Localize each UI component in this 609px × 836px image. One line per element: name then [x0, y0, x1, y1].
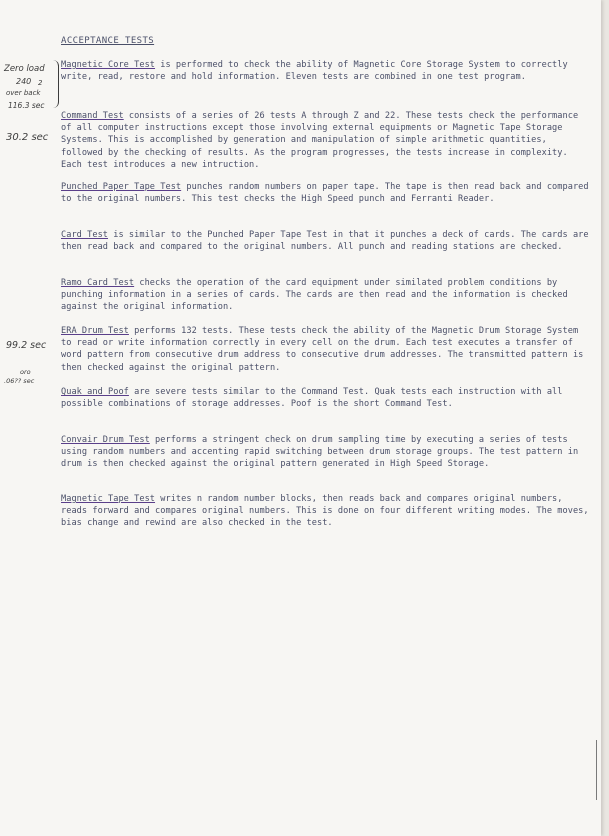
section-command-test — [61, 110, 591, 171]
margin-note-30-sec: 30.2 sec — [6, 132, 49, 143]
section-body: punches random numbers on paper tape. The tape is then read back and compared to the original numbers. This test checks the High Speed punch and Ferranti Reader. — [61, 182, 589, 205]
section-heading: Command Test — [61, 111, 124, 121]
section-ramo-card-test — [61, 277, 591, 314]
margin-note-over-back: over back — [6, 89, 41, 97]
section-body: are severe tests similar to the Command Test. Quak tests each instruction with all possible combinations of storage addresses. Poof is the short Command Test. — [61, 387, 563, 410]
section-magnetic-tape-test — [61, 493, 591, 530]
section-heading: Card Test — [61, 230, 109, 240]
page-edge-mark — [596, 740, 600, 800]
section-body: is performed to check the ability of Magnetic Core Storage System to correctly write, read, restore and hold information. Eleven tests are combined in one test program. — [61, 60, 568, 83]
section-heading: Magnetic Core Test — [61, 60, 156, 70]
section-magnetic-core-test — [61, 59, 591, 83]
section-heading: Convair Drum Test — [61, 435, 150, 445]
page-title-text: ACCEPTANCE TESTS — [61, 36, 155, 46]
margin-note-99-sec: 99.2 sec — [6, 340, 47, 351]
section-heading: Punched Paper Tape Test — [61, 182, 182, 192]
section-quak-and-poof — [61, 386, 591, 410]
section-card-test — [61, 229, 591, 253]
section-heading: Ramo Card Test — [61, 278, 135, 288]
margin-note-zero-load: Zero load — [4, 64, 45, 74]
section-convair-drum-test — [61, 434, 591, 471]
section-body: writes n random number blocks, then reads back and compares original numbers, reads forward and compares original numbers. This is done on four different writing modes. The moves, bias change and rewind are also checked in the test. — [61, 494, 589, 529]
section-body: performs a stringent check on drum sampling time by executing a series of tests using random numbers and accenting rapid switching between drum storage groups. The test pattern in drum is then checked against the original pattern generated in High Speed Storage. — [61, 435, 579, 470]
section-heading: Magnetic Tape Test — [61, 494, 156, 504]
section-heading: Quak and Poof — [61, 387, 129, 397]
margin-note-06-sec: .06?? sec — [4, 377, 35, 385]
section-heading: ERA Drum Test — [61, 326, 129, 336]
section-body: consists of a series of 26 tests A through Z and 22. These tests check the performance of all computer instructions except those involving external equipments or Magnetic Tape Storage Systems. This is accomplished by generation and manipulation of simple arithmetic quantities, followed by the checking of results. As the program progresses, the tests increase in complexity. Each test introduces a new intruction. — [61, 111, 579, 170]
section-era-drum-test — [61, 325, 591, 374]
margin-note-240: 240 — [16, 77, 32, 86]
margin-note-oro: oro — [20, 368, 31, 376]
margin-note-2: 2 — [38, 79, 43, 87]
section-body: checks the operation of the card equipment under similated problem conditions by punching information in a series of cards. The cards are then read and the information is checked against the original information. — [61, 278, 568, 313]
page-title — [61, 36, 154, 46]
section-body: is similar to the Punched Paper Tape Test in that it punches a deck of cards. The cards are then read back and compared to the original numbers. All punch and reading stations are checked. — [61, 230, 589, 253]
margin-note-116-sec: 116.3 sec — [8, 101, 45, 110]
section-body: performs 132 tests. These tests check the ability of the Magnetic Drum Storage System to read or write information correctly in every cell on the drum. Each test executes a transfer of word pattern from consecutive drum address to consecutive drum addresses. The transmitted pattern is then checked against the original pattern. — [61, 326, 584, 373]
section-punched-paper-tape-test — [61, 181, 591, 205]
margin-bracket — [52, 60, 59, 108]
